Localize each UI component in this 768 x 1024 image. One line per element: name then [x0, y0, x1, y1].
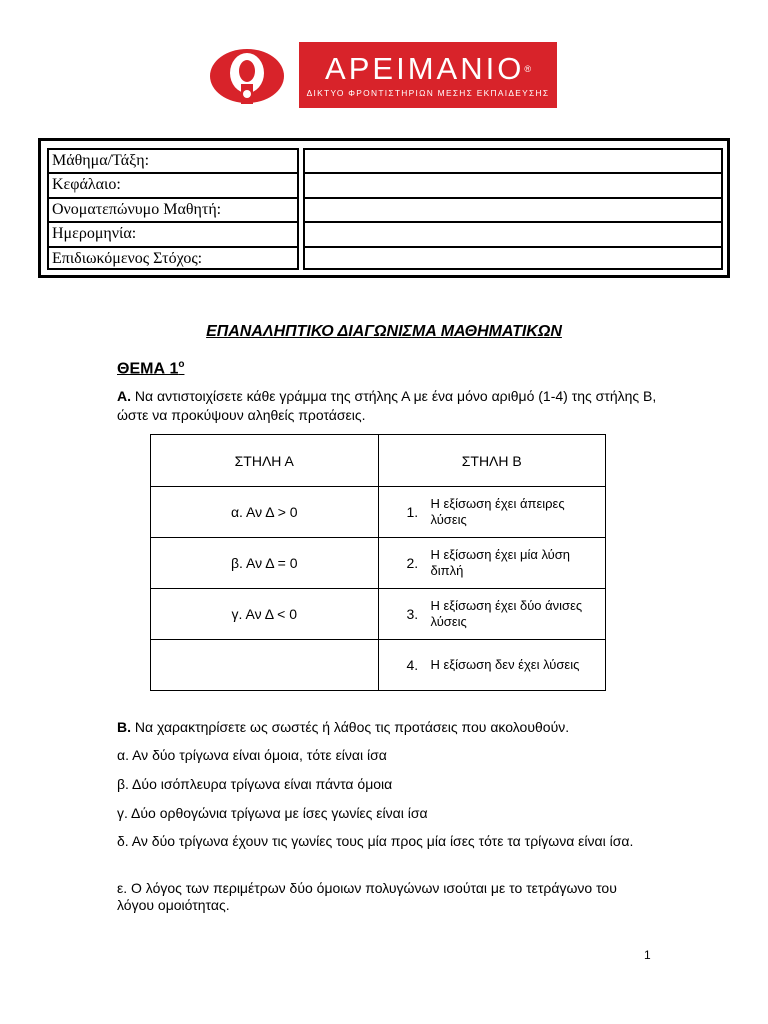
logo-emblem-icon	[209, 48, 285, 104]
logo-name: ΑΡΕΙΜΑΝΙΟ	[325, 51, 525, 86]
info-label-date: Ημερομηνία:	[52, 225, 137, 243]
column-b-number: 4.	[406, 657, 419, 673]
logo-subtitle: ΔΙΚΤΥΟ ΦΡΟΝΤΙΣΤΗΡΙΩΝ ΜΕΣΗΣ ΕΚΠΑΙΔΕΥΣΗΣ	[306, 88, 550, 98]
column-b-cell	[378, 589, 606, 640]
column-b-cell	[378, 640, 606, 691]
statement-delta: δ. Αν δύο τρίγωνα έχουν τις γωνίες τους μία προς μία ίσες τότε τα τρίγωνα είναι ίσα.	[117, 833, 634, 849]
info-row	[49, 150, 297, 174]
column-a-cell	[151, 640, 379, 691]
info-label-goal: Επιδιωκόμενος Στόχος:	[52, 249, 203, 267]
column-b-cell	[378, 538, 606, 589]
column-a-cell: β. Αν Δ = 0	[151, 538, 379, 589]
statement-beta: β. Δύο ισόπλευρα τρίγωνα είναι πάντα όμοια	[117, 776, 393, 792]
column-b-number: 1.	[406, 504, 419, 520]
part-a-text: Να αντιστοιχίσετε κάθε γράμμα της στήλης Α με ένα μόνο αριθμό (1-4) της στήλης Β, ώστε να προκύψουν αληθείς προτάσεις.	[117, 388, 657, 423]
brand-logo	[209, 42, 557, 108]
info-label-student-name: Ονοματεπώνυμο Μαθητή:	[52, 200, 222, 218]
chapter-field[interactable]	[305, 174, 721, 198]
statement-epsilon: ε. Ο λόγος των περιμέτρων δύο όμοιων πολυγώνων ισούται με το τετράγωνο του λόγου ομοιότητας.	[117, 880, 617, 913]
student-name-field[interactable]	[305, 199, 721, 223]
column-b-cell	[378, 487, 606, 538]
info-row	[49, 223, 297, 247]
column-b-number: 3.	[406, 606, 419, 622]
info-labels	[47, 148, 299, 270]
column-b-header: ΣΤΗΛΗ Β	[378, 435, 606, 487]
column-a-header: ΣΤΗΛΗ Α	[151, 435, 379, 487]
subject-field[interactable]	[305, 150, 721, 174]
info-fields	[303, 148, 723, 270]
table-row	[151, 487, 606, 538]
column-a-cell: α. Αν Δ > 0	[151, 487, 379, 538]
part-b-instructions	[117, 718, 657, 737]
info-label-chapter: Κεφάλαιο:	[52, 176, 121, 194]
column-b-text: Η εξίσωση έχει άπειρες λύσεις	[430, 496, 565, 527]
table-row	[151, 538, 606, 589]
column-b-text: Η εξίσωση έχει δύο άνισες λύσεις	[430, 598, 583, 629]
info-label-subject: Μάθημα/Τάξη:	[52, 152, 150, 169]
theme-ordinal: ο	[178, 359, 185, 370]
logo-registered-mark: ®	[524, 64, 531, 74]
student-info-box	[38, 138, 730, 278]
matching-table	[150, 434, 606, 691]
column-b-number: 2.	[406, 555, 419, 571]
table-row	[151, 589, 606, 640]
statement-gamma: γ. Δύο ορθογώνια τρίγωνα με ίσες γωνίες είναι ίσα	[117, 805, 428, 821]
goal-field[interactable]	[305, 248, 721, 272]
info-row	[49, 199, 297, 223]
date-field[interactable]	[305, 223, 721, 247]
column-a-cell: γ. Αν Δ < 0	[151, 589, 379, 640]
logo-banner	[299, 42, 557, 108]
part-a-letter: Α.	[117, 388, 131, 404]
table-row	[151, 640, 606, 691]
info-row	[49, 248, 297, 272]
page-number: 1	[644, 948, 651, 962]
part-b-text: Να χαρακτηρίσετε ως σωστές ή λάθος τις προτάσεις που ακολουθούν.	[131, 719, 570, 735]
info-row	[49, 174, 297, 198]
column-b-text: Η εξίσωση έχει μία λύση διπλή	[430, 547, 571, 578]
column-b-text: Η εξίσωση δεν έχει λύσεις	[430, 657, 580, 672]
table-header-row	[151, 435, 606, 487]
theme-label: ΘΕΜΑ 1	[117, 360, 179, 378]
statement-alpha: α. Αν δύο τρίγωνα είναι όμοια, τότε είναι ίσα	[117, 747, 387, 763]
exam-title: ΕΠΑΝΑΛΗΠΤΙΚΟ ΔΙΑΓΩΝΙΣΜΑ ΜΑΘΗΜΑΤΙΚΩΝ	[206, 323, 562, 340]
part-b-letter: Β.	[117, 719, 131, 735]
theme-heading	[117, 355, 184, 379]
part-a-instructions	[117, 387, 657, 425]
